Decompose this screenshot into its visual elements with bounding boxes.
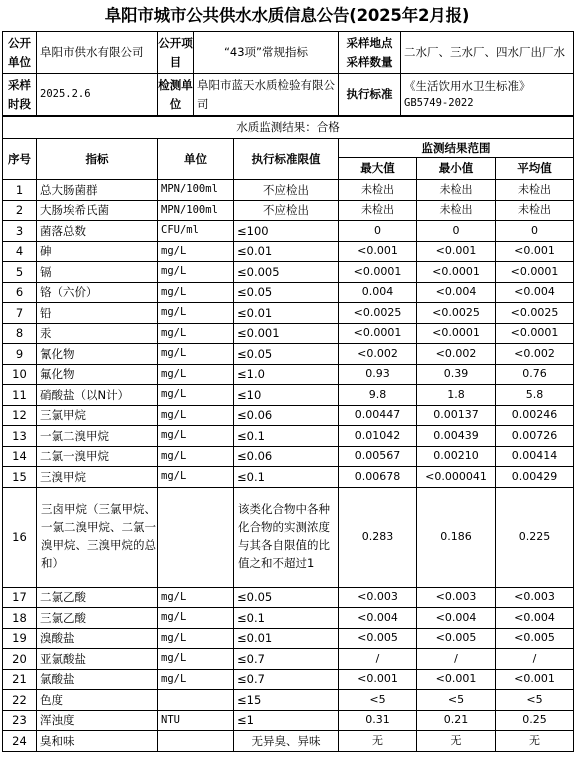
row-max: <5 (339, 690, 417, 711)
row-no: 6 (3, 282, 37, 303)
row16-min: 0.186 (417, 487, 496, 587)
row-indicator: 一氯二溴甲烷 (37, 426, 158, 447)
row-unit: mg/L (158, 426, 234, 447)
row-avg: <0.005 (496, 628, 574, 649)
row-unit: mg/L (158, 649, 234, 670)
row-min: <0.003 (417, 587, 496, 608)
row-no: 17 (3, 587, 37, 608)
row-avg: 0.00246 (496, 405, 574, 426)
row-no: 4 (3, 241, 37, 262)
row-unit: mg/L (158, 385, 234, 406)
std-label: 执行标准 (339, 74, 401, 116)
row-limit: ≤1.0 (234, 364, 339, 385)
item-label: 公开项目 (158, 32, 194, 74)
table-row (3, 200, 574, 221)
row-avg: 0 (496, 221, 574, 242)
row-max: <0.001 (339, 241, 417, 262)
row-limit: ≤100 (234, 221, 339, 242)
row-avg: 无 (496, 731, 574, 752)
row-min: 未检出 (417, 180, 496, 201)
col-indicator: 指标 (37, 139, 158, 180)
table-row (3, 405, 574, 426)
row-indicator: 三氯甲烷 (37, 405, 158, 426)
row-min: / (417, 649, 496, 670)
row-no: 11 (3, 385, 37, 406)
row-max: 0.31 (339, 710, 417, 731)
table-row (3, 446, 574, 467)
row-max: <0.0001 (339, 323, 417, 344)
place-count-label (339, 32, 401, 74)
row-no: 8 (3, 323, 37, 344)
row-min: <0.0025 (417, 303, 496, 324)
row-max: 0.00678 (339, 467, 417, 488)
row-max: <0.0001 (339, 262, 417, 283)
row-no: 5 (3, 262, 37, 283)
row-unit: MPN/100ml (158, 180, 234, 201)
row-no: 1 (3, 180, 37, 201)
table-row (3, 282, 574, 303)
row-min: 0.00439 (417, 426, 496, 447)
result-table (2, 116, 574, 752)
time-label: 采样时段 (3, 74, 37, 116)
place-value: 二水厂、三水厂、四水厂出厂水 (401, 32, 574, 74)
row-no: 9 (3, 344, 37, 365)
row-unit: mg/L (158, 364, 234, 385)
row-avg: <0.0001 (496, 262, 574, 283)
row-limit: ≤0.1 (234, 608, 339, 629)
row-max: 0.00447 (339, 405, 417, 426)
row16-name: 三卤甲烷（三氯甲烷、一氯二溴甲烷、二氯一溴甲烷、三溴甲烷的总和） (37, 487, 158, 587)
row-no: 24 (3, 731, 37, 752)
row-no: 13 (3, 426, 37, 447)
row-no: 10 (3, 364, 37, 385)
table-row (3, 731, 574, 752)
row-no: 14 (3, 446, 37, 467)
row-indicator: 三氯乙酸 (37, 608, 158, 629)
row-unit: mg/L (158, 608, 234, 629)
row16-max: 0.283 (339, 487, 417, 587)
row-limit: ≤0.05 (234, 587, 339, 608)
std-code: GB5749-2022 (404, 97, 474, 110)
row-avg: <0.001 (496, 241, 574, 262)
table-row (3, 587, 574, 608)
table-row (3, 426, 574, 447)
row-no: 20 (3, 649, 37, 670)
row-no: 19 (3, 628, 37, 649)
place-label: 采样地点 (346, 36, 393, 51)
row-unit: mg/L (158, 323, 234, 344)
row-min: <5 (417, 690, 496, 711)
row-max: <0.0025 (339, 303, 417, 324)
row-no: 7 (3, 303, 37, 324)
row-unit: mg/L (158, 405, 234, 426)
row-indicator: 溴酸盐 (37, 628, 158, 649)
row-indicator: 铅 (37, 303, 158, 324)
row-indicator: 硝酸盐（以N计） (37, 385, 158, 406)
col-no: 序号 (3, 139, 37, 180)
row-no: 21 (3, 669, 37, 690)
table-row (3, 385, 574, 406)
row-min: 1.8 (417, 385, 496, 406)
row-max: 9.8 (339, 385, 417, 406)
row-limit: 不应检出 (234, 180, 339, 201)
row-avg: <0.0001 (496, 323, 574, 344)
row-limit: ≤0.01 (234, 241, 339, 262)
std-name: 《生活饮用水卫生标准》 (404, 78, 531, 93)
row-min: 0 (417, 221, 496, 242)
row-avg: <5 (496, 690, 574, 711)
row-indicator: 铬（六价） (37, 282, 158, 303)
row16-limit: 该类化合物中各种化合物的实测浓度与其各自限值的比值之和不超过1 (234, 487, 339, 587)
row-min: <0.002 (417, 344, 496, 365)
row-avg: <0.004 (496, 282, 574, 303)
row-unit (158, 690, 234, 711)
row-min: 0.00210 (417, 446, 496, 467)
row-avg: <0.002 (496, 344, 574, 365)
rows-group-2 (3, 587, 574, 751)
rows-group-1 (3, 180, 574, 488)
row-indicator: 氟化物 (37, 364, 158, 385)
row-indicator: 氯酸盐 (37, 669, 158, 690)
row16-avg: 0.225 (496, 487, 574, 587)
row-max: / (339, 649, 417, 670)
row-limit: ≤0.01 (234, 303, 339, 324)
table-row (3, 628, 574, 649)
row-limit: ≤15 (234, 690, 339, 711)
row-max: 0 (339, 221, 417, 242)
table-row (3, 241, 574, 262)
row-limit: ≤1 (234, 710, 339, 731)
result-line: 水质监测结果：合格 (3, 117, 574, 139)
row-indicator: 浑浊度 (37, 710, 158, 731)
row-indicator: 色度 (37, 690, 158, 711)
unit-value: 阜阳市供水有限公司 (37, 32, 158, 74)
col-avg: 平均值 (496, 158, 574, 180)
row-limit: ≤0.7 (234, 649, 339, 670)
table-row (3, 669, 574, 690)
page-title: 阜阳市城市公共供水水质信息公告(2025年2月报) (104, 6, 470, 25)
table-row (3, 221, 574, 242)
std-value (401, 74, 574, 116)
row-max: 0.004 (339, 282, 417, 303)
detect-value: 阜阳市蓝天水质检验有限公司 (194, 74, 339, 116)
row-indicator: 镉 (37, 262, 158, 283)
row-unit: mg/L (158, 669, 234, 690)
row-unit: mg/L (158, 587, 234, 608)
row-indicator: 大肠埃希氏菌 (37, 200, 158, 221)
table-row (3, 262, 574, 283)
col-limit: 执行标准限值 (234, 139, 339, 180)
row-limit: 无异臭、异味 (234, 731, 339, 752)
row-no: 23 (3, 710, 37, 731)
row-limit: ≤0.7 (234, 669, 339, 690)
row-indicator: 亚氯酸盐 (37, 649, 158, 670)
row-unit: mg/L (158, 446, 234, 467)
table-row (3, 467, 574, 488)
detect-label: 检测单位 (158, 74, 194, 116)
row-max: 无 (339, 731, 417, 752)
row-max: <0.002 (339, 344, 417, 365)
row-indicator: 臭和味 (37, 731, 158, 752)
row-unit: mg/L (158, 282, 234, 303)
row-max: 0.01042 (339, 426, 417, 447)
row-unit: mg/L (158, 303, 234, 324)
row-no: 18 (3, 608, 37, 629)
row-indicator: 砷 (37, 241, 158, 262)
row-indicator: 氰化物 (37, 344, 158, 365)
row-no: 22 (3, 690, 37, 711)
row-max: <0.003 (339, 587, 417, 608)
row-limit: ≤0.005 (234, 262, 339, 283)
row-limit: ≤0.01 (234, 628, 339, 649)
row-min: <0.000041 (417, 467, 496, 488)
row-no: 2 (3, 200, 37, 221)
row-avg: 5.8 (496, 385, 574, 406)
row16-no: 16 (3, 487, 37, 587)
row-unit: mg/L (158, 467, 234, 488)
table-row (3, 364, 574, 385)
row-max: 0.00567 (339, 446, 417, 467)
row-max: 未检出 (339, 200, 417, 221)
time-value: 2025.2.6 (37, 74, 158, 116)
row-unit: NTU (158, 710, 234, 731)
row-min: <0.004 (417, 608, 496, 629)
row-min: <0.005 (417, 628, 496, 649)
row-limit: ≤0.05 (234, 282, 339, 303)
table-row (3, 608, 574, 629)
row-min: 无 (417, 731, 496, 752)
row16-unit (158, 487, 234, 587)
row-max: <0.001 (339, 669, 417, 690)
col-min: 最小值 (417, 158, 496, 180)
row-max: 未检出 (339, 180, 417, 201)
row-unit: mg/L (158, 241, 234, 262)
row-no: 3 (3, 221, 37, 242)
row-max: <0.005 (339, 628, 417, 649)
row-limit: ≤10 (234, 385, 339, 406)
row-unit (158, 731, 234, 752)
row-unit: mg/L (158, 628, 234, 649)
row-min: 0.00137 (417, 405, 496, 426)
row-unit: MPN/100ml (158, 200, 234, 221)
row-limit: 不应检出 (234, 200, 339, 221)
row-unit: CFU/ml (158, 221, 234, 242)
unit-label: 公开单位 (3, 32, 37, 74)
row-indicator: 菌落总数 (37, 221, 158, 242)
row-min: <0.004 (417, 282, 496, 303)
item-value: “43项”常规指标 (194, 32, 339, 74)
col-max: 最大值 (339, 158, 417, 180)
row-limit: ≤0.1 (234, 467, 339, 488)
col-range: 监测结果范围 (339, 139, 574, 158)
table-row (3, 344, 574, 365)
row-min: 0.21 (417, 710, 496, 731)
table-row (3, 303, 574, 324)
row-max: <0.004 (339, 608, 417, 629)
row-unit: mg/L (158, 262, 234, 283)
row-no: 15 (3, 467, 37, 488)
row-avg: 0.00726 (496, 426, 574, 447)
row-indicator: 总大肠菌群 (37, 180, 158, 201)
row-indicator: 二氯一溴甲烷 (37, 446, 158, 467)
row-avg: <0.003 (496, 587, 574, 608)
row-avg: <0.0025 (496, 303, 574, 324)
row-unit: mg/L (158, 344, 234, 365)
row-avg: / (496, 649, 574, 670)
table-row (3, 690, 574, 711)
row-indicator: 三溴甲烷 (37, 467, 158, 488)
row-avg: <0.001 (496, 669, 574, 690)
table-row (3, 649, 574, 670)
row-avg: 未检出 (496, 180, 574, 201)
row-avg: 未检出 (496, 200, 574, 221)
table-row (3, 710, 574, 731)
row-limit: ≤0.001 (234, 323, 339, 344)
table-row (3, 180, 574, 201)
row-min: 未检出 (417, 200, 496, 221)
row-min: <0.001 (417, 669, 496, 690)
row-avg: 0.00429 (496, 467, 574, 488)
row-limit: ≤0.06 (234, 405, 339, 426)
row-limit: ≤0.05 (234, 344, 339, 365)
col-unit: 单位 (158, 139, 234, 180)
table-row (3, 323, 574, 344)
count-label: 采样数量 (346, 54, 393, 69)
row-min: <0.0001 (417, 262, 496, 283)
row-min: 0.39 (417, 364, 496, 385)
row-max: 0.93 (339, 364, 417, 385)
row-no: 12 (3, 405, 37, 426)
row-avg: 0.25 (496, 710, 574, 731)
row-avg: 0.76 (496, 364, 574, 385)
row-limit: ≤0.1 (234, 426, 339, 447)
row-indicator: 汞 (37, 323, 158, 344)
row-avg: <0.004 (496, 608, 574, 629)
row-indicator: 二氯乙酸 (37, 587, 158, 608)
row-min: <0.0001 (417, 323, 496, 344)
row-limit: ≤0.06 (234, 446, 339, 467)
info-table (2, 31, 574, 116)
row-avg: 0.00414 (496, 446, 574, 467)
row-min: <0.001 (417, 241, 496, 262)
